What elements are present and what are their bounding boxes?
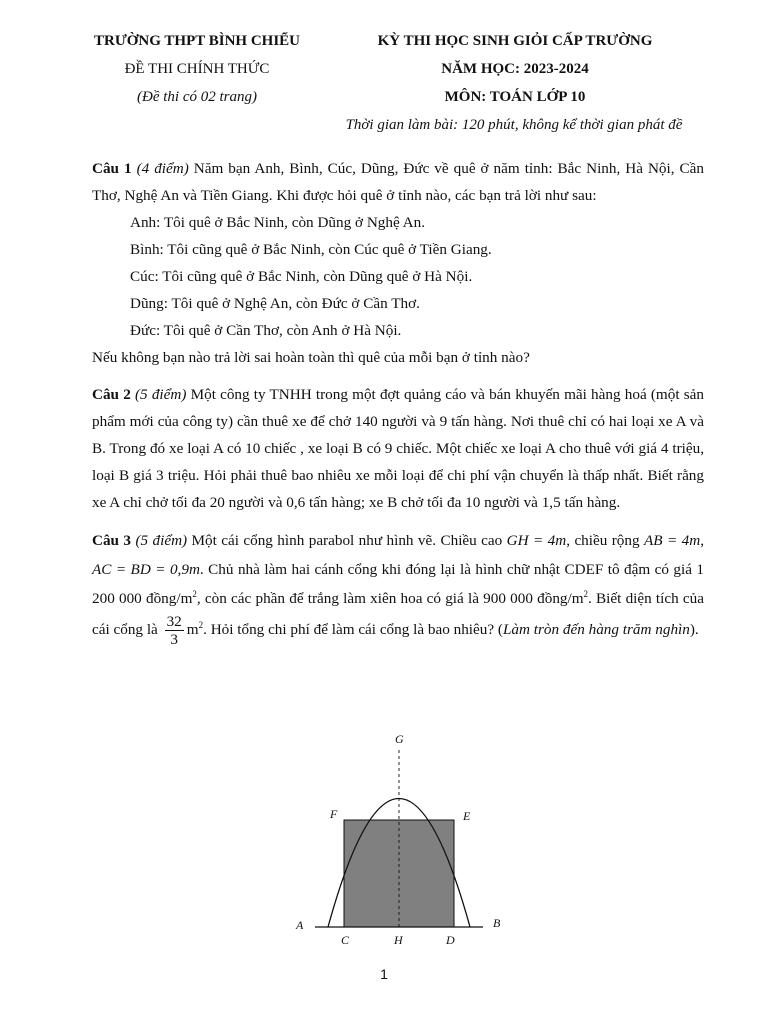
rounding-note: Làm tròn đến hàng trăm nghìn <box>502 620 690 638</box>
fraction-denominator: 3 <box>170 631 178 648</box>
statement-cuc: Cúc: Tôi cũng quê ở Bắc Ninh, còn Dũng quê ở Hà Nội. <box>130 268 473 285</box>
question-2-text: Một công ty TNHH trong một đợt quảng cáo và bán khuyến mãi hàng hoá (một sản phẩm mới của công ty) cần thuê xe để chở 140 người và 9 tấn hàng. Nơi thuê chỉ có hai loại xe A và B. Trong đó xe loại A có 10 chiếc , xe loại B có 9 chiếc. Một chiếc xe loại A cho thuê với giá 4 triệu, loại B giá 3 triệu. Hỏi phải thuê bao nhiêu xe mỗi loại để chi phí vận chuyển là thấp nhất. Biết rằng xe A chỉ chở tối đa 20 người và 0,6 tấn hàng; xe B chở tối đa 10 người và 1,5 tấn hàng. <box>92 386 704 511</box>
height-formula: GH = 4m <box>506 532 567 549</box>
label-f: F <box>330 807 338 821</box>
question-2-points: (5 điểm) <box>134 386 187 403</box>
statement-anh: Anh: Tôi quê ở Bắc Ninh, còn Dũng ở Nghệ An. <box>130 214 426 231</box>
question-3-text-4: . Chủ nhà làm hai cánh cổng khi đóng lại là hình chữ nhật CDEF tô đậm có giá 1 200 000 đồng/m <box>92 561 704 607</box>
area-fraction <box>165 613 184 648</box>
width-formula: AB = 4m <box>644 532 701 549</box>
question-3-text-5: , còn các phần để trắng làm xiên hoa có giá là 900 000 đồng/m <box>196 590 584 607</box>
label-g: G <box>395 732 404 746</box>
superscript-2b: 2 <box>583 589 589 599</box>
label-a: A <box>296 918 304 932</box>
question-1-points: (4 điểm) <box>136 160 189 177</box>
page-number: 1 <box>380 966 388 982</box>
question-3-text-8: ). <box>689 620 699 638</box>
exam-title: KỲ THI HỌC SINH GIỎI CẤP TRƯỜNG <box>377 33 653 49</box>
offset-formula: AC = BD = 0,9m <box>92 561 200 578</box>
question-1 <box>92 155 704 209</box>
area-unit: m <box>186 620 199 638</box>
official-exam-label: ĐỀ THI CHÍNH THỨC <box>124 61 270 77</box>
label-c: C <box>341 933 350 947</box>
question-3 <box>92 526 704 648</box>
label-h: H <box>394 933 403 947</box>
time-allowed: Thời gian làm bài: 120 phút, không kể thời gian phát đề <box>345 117 683 133</box>
page-count-note: (Đề thi có 02 trang) <box>137 89 257 105</box>
question-3-text-7: . Hỏi tổng chi phí để làm cái cổng là bao nhiêu? ( <box>203 620 503 638</box>
exam-body <box>92 155 704 648</box>
fraction-numerator: 32 <box>166 613 182 630</box>
question-1-question: Nếu không bạn nào trả lời sai hoàn toàn thì quê của mỗi bạn ở tỉnh nào? <box>92 349 530 366</box>
statement-binh: Bình: Tôi cũng quê ở Bắc Ninh, còn Cúc quê ở Tiền Giang. <box>130 241 492 258</box>
school-name: TRƯỜNG THPT BÌNH CHIỂU <box>93 33 300 49</box>
question-3-text-2: , chiều rộng <box>566 532 645 549</box>
question-3-label: Câu 3 <box>92 532 132 549</box>
label-d: D <box>446 933 455 947</box>
question-2-label: Câu 2 <box>92 386 131 403</box>
label-e: E <box>463 809 471 823</box>
label-b: B <box>493 916 501 930</box>
superscript-2c: 2 <box>198 619 204 630</box>
school-year: NĂM HỌC: 2023-2024 <box>441 61 589 77</box>
question-3-points: (5 điểm) <box>135 532 188 549</box>
question-1-text: Năm bạn Anh, Bình, Cúc, Dũng, Đức về quê ở năm tỉnh: Bắc Ninh, Hà Nội, Cần Thơ, Nghệ An và Tiền Giang. Khi được hỏi quê ở tỉnh nào, các bạn trả lời như sau: <box>92 160 704 204</box>
question-3-text-1: Một cái cổng hình parabol như hình vẽ. Chiều cao <box>187 532 507 549</box>
statement-duc: Đức: Tôi quê ở Cần Thơ, còn Anh ở Hà Nội. <box>130 322 402 339</box>
question-3-text-6: . Biết diện tích của cái cổng là <box>92 590 704 638</box>
statement-dung: Dũng: Tôi quê ở Nghệ An, còn Đức ở Cần Thơ. <box>130 295 420 312</box>
question-3-text-3: , <box>700 532 705 549</box>
subject: MÔN: TOÁN LỚP 10 <box>444 89 586 105</box>
question-2 <box>92 381 704 516</box>
question-1-label: Câu 1 <box>92 160 132 177</box>
parabola-gate-figure <box>290 725 510 950</box>
superscript-2: 2 <box>192 589 197 599</box>
